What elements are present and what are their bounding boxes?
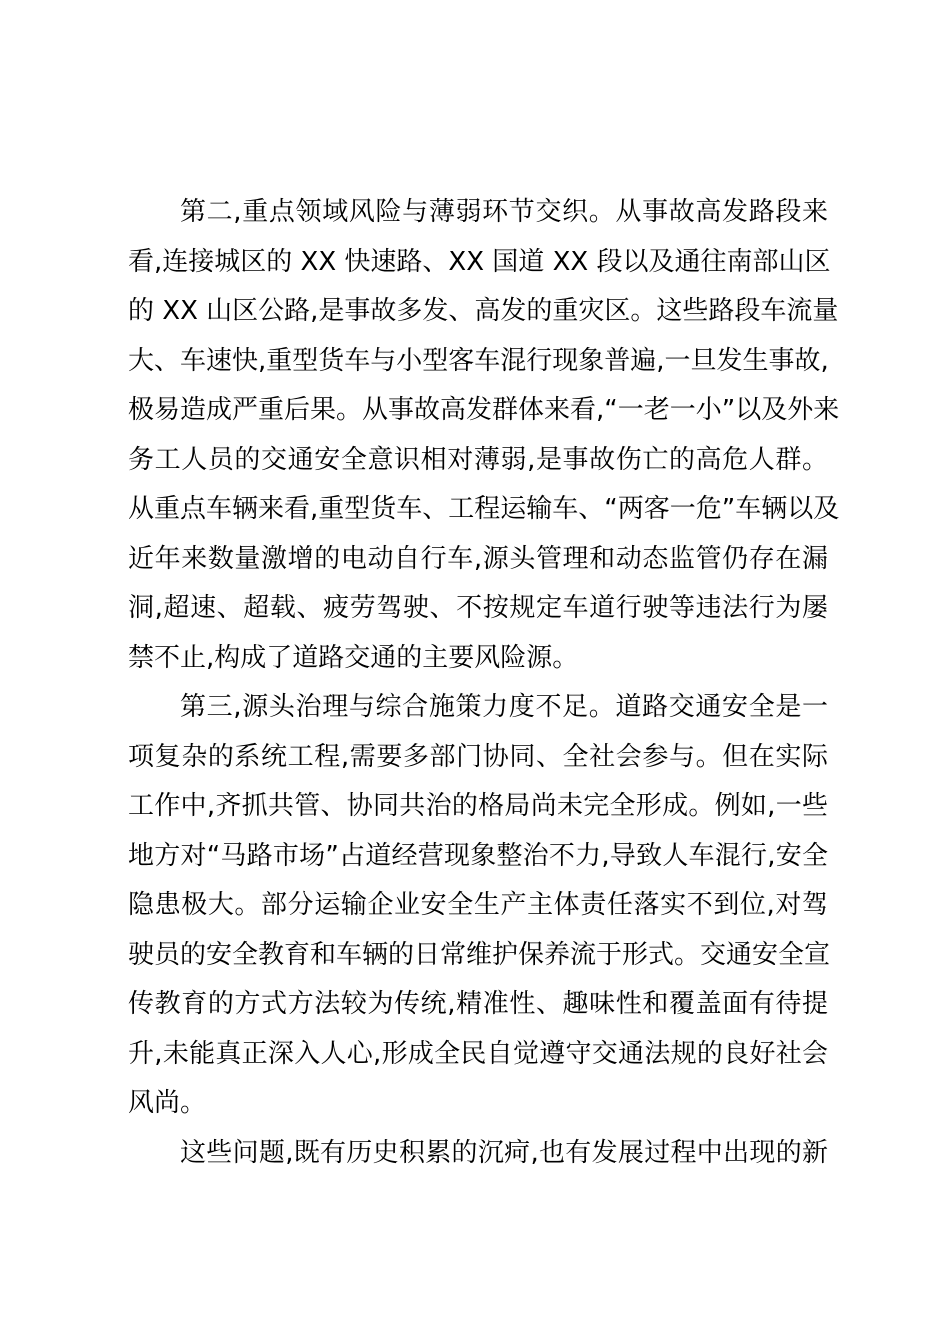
paragraph-line: 看,连接城区的 XX 快速路、XX 国道 XX 段以及通往南部山区 (128, 246, 831, 277)
paragraph-1 (128, 188, 840, 683)
paragraph-2 (128, 683, 831, 1129)
paragraph-line: 大、车速快,重型货车与小型客车混行现象普遍,一旦发生事故, (128, 345, 829, 376)
paragraph-line: 地方对“马路市场”占道经营现象整治不力,导致人车混行,安全 (128, 840, 828, 871)
paragraph-line: 工作中,齐抓共管、协同共治的格局尚未完全形成。例如,一些 (128, 791, 828, 821)
paragraph-line: 务工人员的交通安全意识相对薄弱,是事故伤亡的高危人群。 (128, 444, 828, 475)
paragraph-line: 传教育的方式方法较为传统,精准性、趣味性和覆盖面有待提 (128, 989, 828, 1019)
paragraph-line: 洞,超速、超载、疲劳驾驶、不按规定车道行驶等违法行为屡 (128, 593, 828, 623)
document-body (128, 188, 840, 1178)
paragraph-line: 第三,源头治理与综合施策力度不足。道路交通安全是一 (180, 692, 828, 722)
paragraph-line: 项复杂的系统工程,需要多部门协同、全社会参与。但在实际 (128, 741, 828, 772)
paragraph-line: 这些问题,既有历史积累的沉疴,也有发展过程中出现的新 (180, 1137, 828, 1168)
paragraph-line: 第二,重点领域风险与薄弱环节交织。从事故高发路段来 (180, 197, 828, 227)
paragraph-line: 风尚。 (128, 1088, 207, 1118)
paragraph-3 (128, 1129, 828, 1179)
paragraph-line: 隐患极大。部分运输企业安全生产主体责任落实不到位,对驾 (128, 890, 828, 920)
paragraph-line: 升,未能真正深入人心,形成全民自觉遵守交通法规的良好社会 (128, 1038, 828, 1069)
paragraph-line: 从重点车辆来看,重型货车、工程运输车、“两客一危”车辆以及 (128, 494, 840, 524)
paragraph-line: 的 XX 山区公路,是事故多发、高发的重灾区。这些路段车流量 (128, 296, 839, 326)
paragraph-line: 极易造成严重后果。从事故高发群体来看,“一老一小”以及外来 (128, 395, 840, 425)
paragraph-line: 禁不止,构成了道路交通的主要风险源。 (128, 642, 579, 673)
paragraph-line: 近年来数量激增的电动自行车,源头管理和动态监管仍存在漏 (128, 543, 828, 574)
paragraph-line: 驶员的安全教育和车辆的日常维护保养流于形式。交通安全宣 (128, 939, 831, 970)
